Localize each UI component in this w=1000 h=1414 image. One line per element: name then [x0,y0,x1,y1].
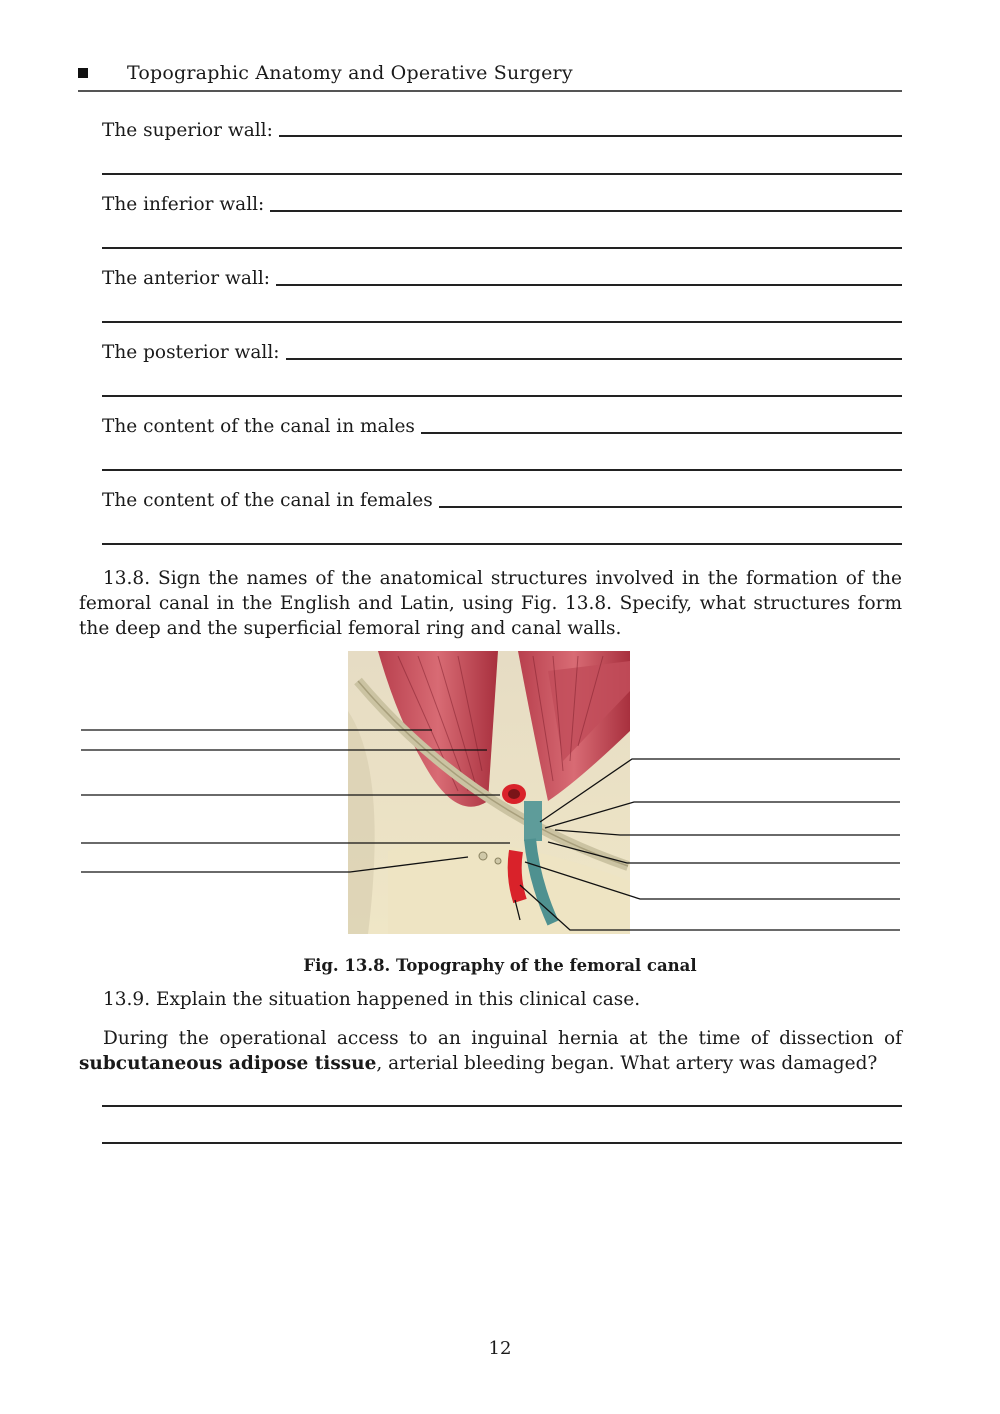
answer-line[interactable] [102,395,902,397]
task-13-9-heading: 13.9. Explain the situation happened in this clinical case. [103,989,641,1010]
page-number: 12 [488,1338,512,1359]
header-divider [78,90,902,92]
answer-line[interactable] [102,247,902,249]
running-header-title: Topographic Anatomy and Operative Surgery [127,62,573,84]
clinical-case-text-end: , arterial bleeding began. What artery was damaged? [376,1053,878,1074]
content-label-males: The content of the canal in males [102,416,421,437]
wall-label-inferior: The inferior wall: [102,194,270,215]
task-13-8-text: 13.8. Sign the names of the anatomical structures involved in the formation of the femoral canal in the English and Latin, using Fig. 13.8. Specify, what structures form the deep and the superficial femoral ring and canal walls. [79,568,902,639]
clinical-case-text-start: During the operational access to an inguinal hernia at the time of dissection of [103,1028,902,1049]
clinical-case-text [79,1026,902,1076]
content-label-females: The content of the canal in females [102,490,439,511]
answer-line[interactable] [102,1105,902,1107]
answer-line[interactable] [102,321,902,323]
clinical-case-highlight: subcutaneous adipose tissue [79,1053,377,1074]
figure-caption: Fig. 13.8. Topography of the femoral canal [303,956,697,975]
wall-label-superior: The superior wall: [102,120,279,141]
answer-line[interactable] [102,173,902,175]
femoral-canal-illustration [348,651,630,934]
wall-label-anterior: The anterior wall: [102,268,276,289]
wall-label-posterior: The posterior wall: [102,342,286,363]
answer-line[interactable] [102,543,902,545]
answer-line[interactable] [102,1142,902,1144]
header-bullet [78,68,88,78]
answer-line[interactable] [102,469,902,471]
